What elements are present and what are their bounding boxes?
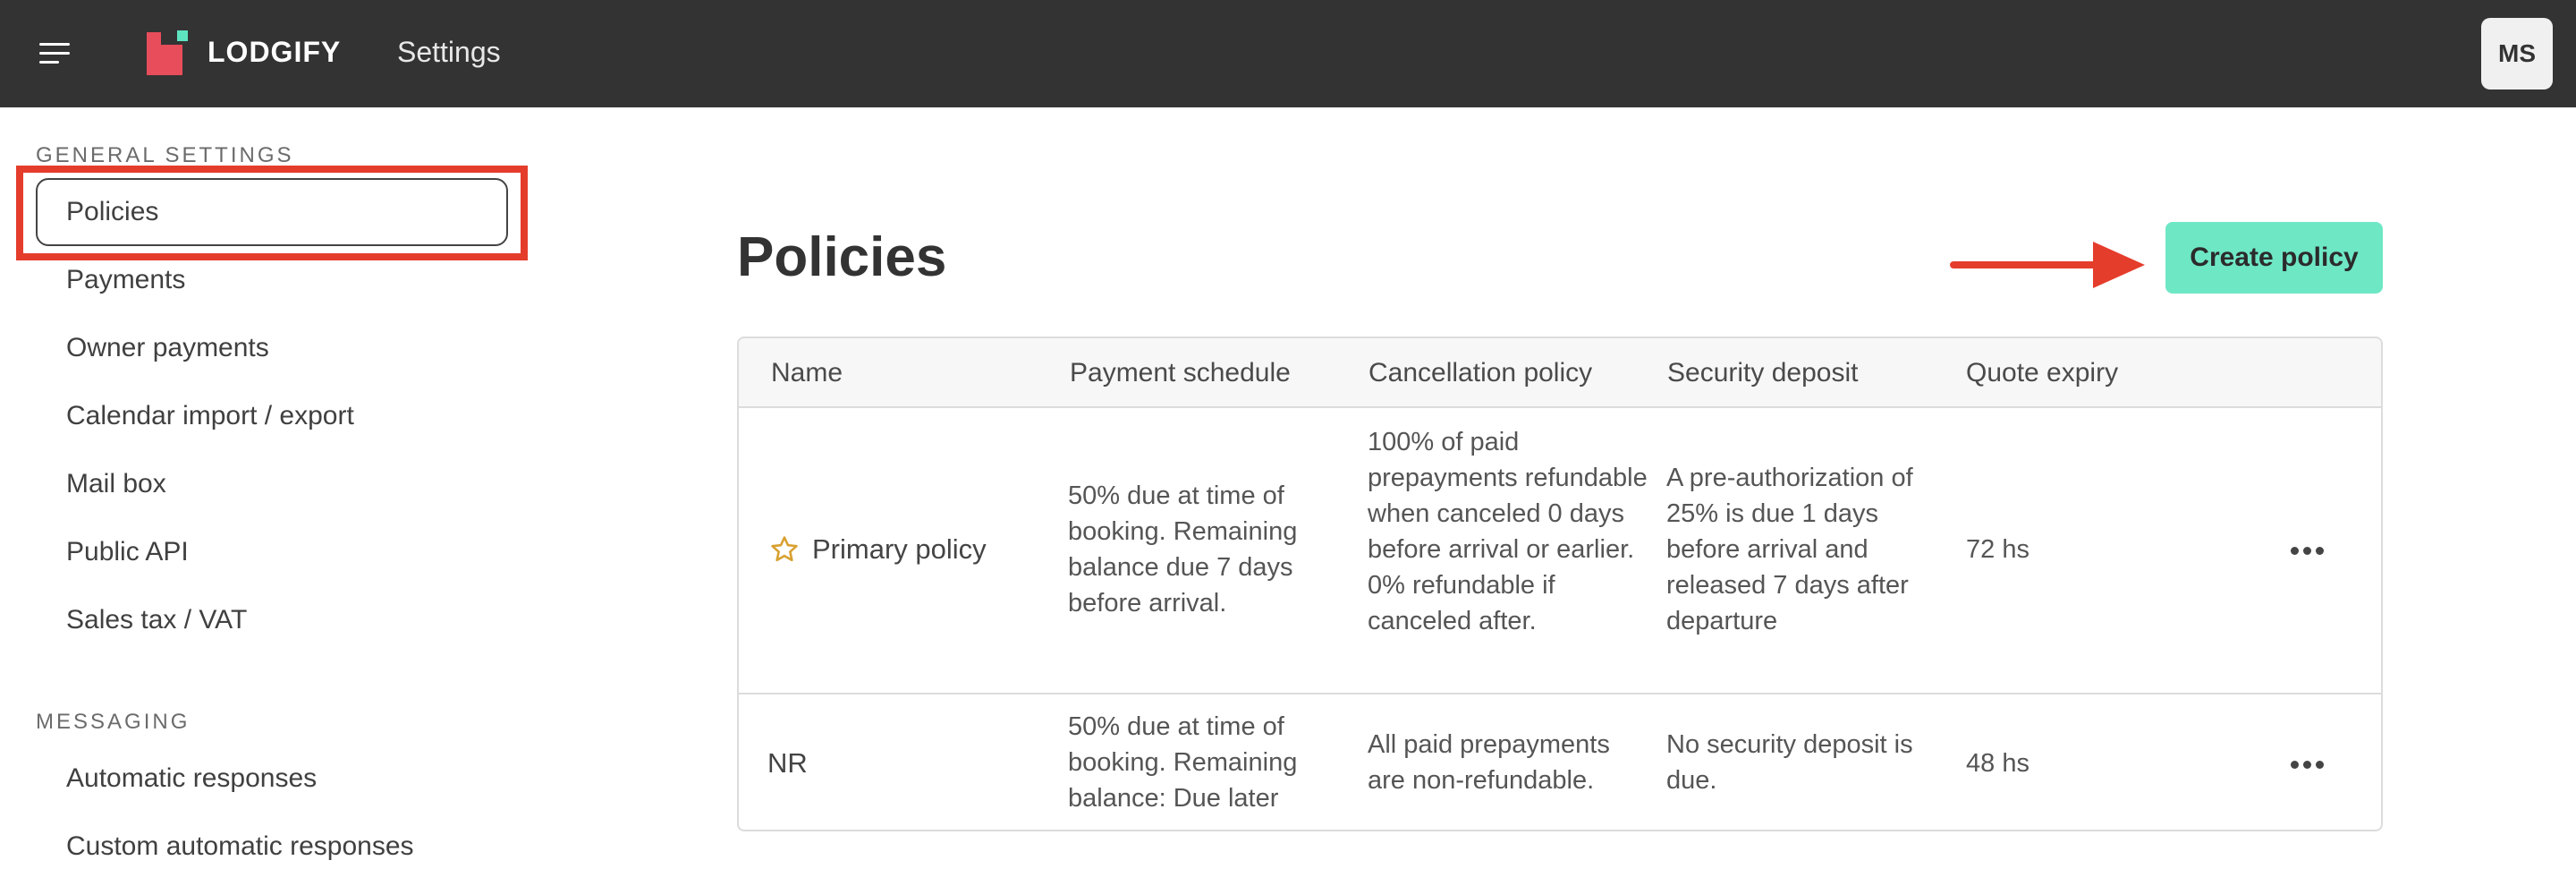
page-section-title: Settings: [397, 36, 501, 68]
sidebar-item-label: Policies: [66, 197, 159, 226]
lodgify-logo-icon: [147, 30, 190, 75]
page-title: Policies: [737, 226, 947, 288]
star-icon[interactable]: [769, 534, 800, 565]
menu-icon[interactable]: [39, 43, 70, 64]
policy-name-cell[interactable]: [769, 532, 987, 567]
annotation-arrow-icon: [1950, 231, 2147, 302]
top-bar: [0, 0, 2576, 107]
sidebar-item-owner-payments[interactable]: Owner payments: [66, 333, 269, 362]
policy-name-cell[interactable]: [767, 745, 808, 781]
column-header-name: Name: [771, 358, 843, 388]
payment-schedule-cell: 50% due at time of booking. Remaining balance due 7 days before arrival.: [1068, 481, 1298, 618]
table-row[interactable]: [739, 696, 2381, 831]
sidebar-item-mail-box[interactable]: Mail box: [66, 469, 166, 498]
column-header-quote-expiry: Quote expiry: [1966, 358, 2119, 388]
cancellation-policy-cell: All paid prepayments are non-refundable.: [1368, 730, 1610, 795]
security-deposit-cell: No security deposit is due.: [1666, 730, 1913, 795]
cancellation-policy-cell: 100% of paid prepayments refundable when canceled 0 days before arrival or earlier. 0% refundable if canceled after.: [1368, 428, 1648, 635]
sidebar-item-calendar-import-export[interactable]: Calendar import / export: [66, 401, 354, 430]
quote-expiry-cell: 48 hs: [1966, 749, 2029, 778]
payment-schedule-cell: 50% due at time of booking. Remaining balance: Due later: [1068, 712, 1298, 813]
more-options-icon[interactable]: [2291, 761, 2325, 770]
sidebar-item-policies[interactable]: [36, 178, 508, 246]
column-header-security-deposit: Security deposit: [1667, 358, 1859, 388]
general-settings-heading: GENERAL SETTINGS: [36, 143, 294, 167]
security-deposit-cell: A pre-authorization of 25% is due 1 days before arrival and released 7 days after departure: [1666, 464, 1913, 635]
policies-table: [737, 337, 2383, 831]
policy-name: Primary policy: [812, 533, 987, 565]
table-row[interactable]: [739, 408, 2381, 694]
logo-text[interactable]: LODGIFY: [208, 36, 342, 68]
sidebar-item-automatic-responses[interactable]: Automatic responses: [66, 763, 318, 793]
column-header-payment-schedule: Payment schedule: [1070, 358, 1291, 388]
sidebar-item-sales-tax-vat[interactable]: Sales tax / VAT: [66, 605, 248, 635]
quote-expiry-cell: 72 hs: [1966, 535, 2029, 564]
user-avatar[interactable]: MS: [2481, 18, 2553, 89]
policy-name: NR: [767, 747, 808, 779]
sidebar-item-public-api[interactable]: Public API: [66, 537, 189, 567]
sidebar-item-payments[interactable]: Payments: [66, 265, 186, 294]
column-header-cancellation-policy: Cancellation policy: [1368, 358, 1593, 388]
table-header: [739, 338, 2381, 408]
sidebar-item-custom-automatic-responses[interactable]: Custom automatic responses: [66, 831, 414, 861]
messaging-heading: MESSAGING: [36, 710, 191, 734]
more-options-icon[interactable]: [2291, 547, 2325, 556]
create-policy-button[interactable]: Create policy: [2165, 222, 2383, 294]
